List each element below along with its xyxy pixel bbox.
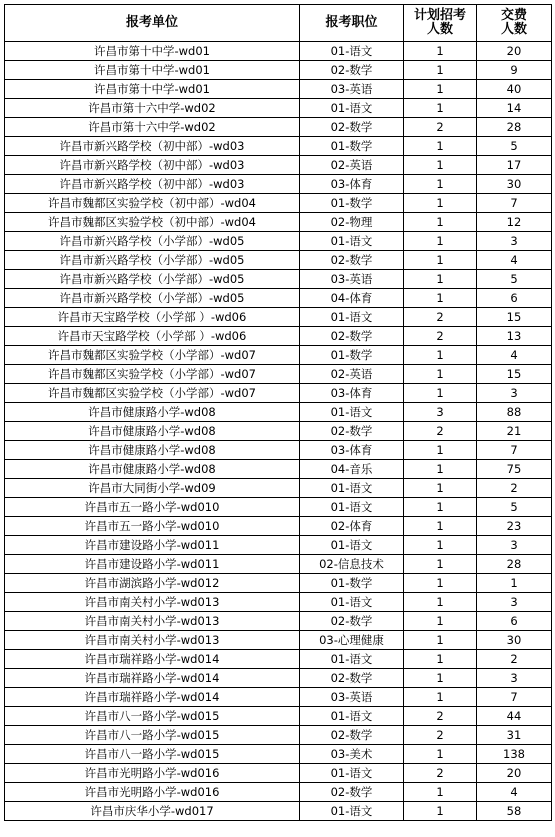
table-row xyxy=(5,498,552,517)
table-row xyxy=(5,612,552,631)
cell-paid-count: 15 xyxy=(477,365,552,384)
table-row xyxy=(5,669,552,688)
cell-paid-count: 75 xyxy=(477,460,552,479)
cell-paid-count: 12 xyxy=(477,213,552,232)
cell-plan-count: 1 xyxy=(404,270,477,289)
cell-paid-count: 3 xyxy=(477,593,552,612)
cell-position: 03-体育 xyxy=(300,384,404,403)
cell-paid-count: 31 xyxy=(477,726,552,745)
cell-unit: 许昌市魏都区实验学校（小学部）-wd07 xyxy=(5,365,300,384)
cell-unit: 许昌市瑞祥路小学-wd014 xyxy=(5,688,300,707)
cell-plan-count: 2 xyxy=(404,726,477,745)
cell-plan-count: 1 xyxy=(404,612,477,631)
table-row xyxy=(5,536,552,555)
cell-plan-count: 1 xyxy=(404,441,477,460)
cell-plan-count: 1 xyxy=(404,555,477,574)
cell-paid-count: 28 xyxy=(477,555,552,574)
cell-unit: 许昌市庆华小学-wd017 xyxy=(5,802,300,821)
cell-paid-count: 13 xyxy=(477,327,552,346)
header-paid-count xyxy=(477,5,552,42)
cell-unit: 许昌市健康路小学-wd08 xyxy=(5,441,300,460)
cell-plan-count: 2 xyxy=(404,118,477,137)
cell-position: 01-语文 xyxy=(300,536,404,555)
cell-paid-count: 1 xyxy=(477,574,552,593)
cell-position: 02-数学 xyxy=(300,726,404,745)
cell-position: 02-英语 xyxy=(300,365,404,384)
header-plan-line1: 计划招考 xyxy=(413,8,466,23)
cell-position: 01-数学 xyxy=(300,574,404,593)
header-unit: 报考单位 xyxy=(5,5,300,42)
cell-plan-count: 1 xyxy=(404,536,477,555)
table-row xyxy=(5,479,552,498)
cell-position: 01-语文 xyxy=(300,593,404,612)
table-row xyxy=(5,327,552,346)
cell-plan-count: 1 xyxy=(404,289,477,308)
table-row xyxy=(5,403,552,422)
cell-position: 01-数学 xyxy=(300,194,404,213)
cell-unit: 许昌市八一路小学-wd015 xyxy=(5,707,300,726)
cell-paid-count: 4 xyxy=(477,783,552,802)
table-row xyxy=(5,574,552,593)
table-row xyxy=(5,745,552,764)
cell-plan-count: 1 xyxy=(404,232,477,251)
cell-plan-count: 1 xyxy=(404,156,477,175)
cell-position: 02-物理 xyxy=(300,213,404,232)
cell-plan-count: 1 xyxy=(404,460,477,479)
cell-position: 03-英语 xyxy=(300,688,404,707)
cell-unit: 许昌市魏都区实验学校（小学部）-wd07 xyxy=(5,346,300,365)
cell-unit: 许昌市天宝路学校（小学部 ）-wd06 xyxy=(5,308,300,327)
cell-unit: 许昌市魏都区实验学校（初中部）-wd04 xyxy=(5,194,300,213)
cell-plan-count: 1 xyxy=(404,802,477,821)
cell-plan-count: 2 xyxy=(404,764,477,783)
cell-paid-count: 23 xyxy=(477,517,552,536)
cell-paid-count: 21 xyxy=(477,422,552,441)
table-row xyxy=(5,555,552,574)
header-position: 报考职位 xyxy=(300,5,404,42)
cell-paid-count: 5 xyxy=(477,498,552,517)
cell-position: 01-语文 xyxy=(300,707,404,726)
table-row xyxy=(5,707,552,726)
table-row xyxy=(5,802,552,821)
cell-unit: 许昌市魏都区实验学校（小学部）-wd07 xyxy=(5,384,300,403)
cell-paid-count: 14 xyxy=(477,99,552,118)
cell-paid-count: 7 xyxy=(477,194,552,213)
cell-paid-count: 40 xyxy=(477,80,552,99)
table-row xyxy=(5,764,552,783)
cell-unit: 许昌市新兴路学校（小学部）-wd05 xyxy=(5,232,300,251)
cell-position: 02-数学 xyxy=(300,612,404,631)
cell-paid-count: 2 xyxy=(477,479,552,498)
cell-unit: 许昌市瑞祥路小学-wd014 xyxy=(5,669,300,688)
cell-unit: 许昌市第十六中学-wd02 xyxy=(5,118,300,137)
cell-unit: 许昌市建设路小学-wd011 xyxy=(5,536,300,555)
cell-paid-count: 28 xyxy=(477,118,552,137)
cell-plan-count: 1 xyxy=(404,688,477,707)
cell-paid-count: 3 xyxy=(477,384,552,403)
cell-plan-count: 1 xyxy=(404,745,477,764)
cell-position: 01-数学 xyxy=(300,346,404,365)
cell-paid-count: 5 xyxy=(477,270,552,289)
cell-unit: 许昌市光明路小学-wd016 xyxy=(5,783,300,802)
cell-position: 01-语文 xyxy=(300,42,404,61)
cell-unit: 许昌市大同街小学-wd09 xyxy=(5,479,300,498)
table-row xyxy=(5,175,552,194)
cell-unit: 许昌市第十中学-wd01 xyxy=(5,42,300,61)
cell-unit: 许昌市南关村小学-wd013 xyxy=(5,593,300,612)
cell-paid-count: 88 xyxy=(477,403,552,422)
cell-plan-count: 1 xyxy=(404,251,477,270)
cell-unit: 许昌市南关村小学-wd013 xyxy=(5,631,300,650)
cell-paid-count: 30 xyxy=(477,175,552,194)
cell-paid-count: 3 xyxy=(477,669,552,688)
cell-plan-count: 1 xyxy=(404,42,477,61)
cell-paid-count: 6 xyxy=(477,289,552,308)
cell-plan-count: 2 xyxy=(404,327,477,346)
table-row xyxy=(5,460,552,479)
cell-paid-count: 4 xyxy=(477,346,552,365)
cell-unit: 许昌市新兴路学校（初中部）-wd03 xyxy=(5,156,300,175)
cell-unit: 许昌市天宝路学校（小学部 ）-wd06 xyxy=(5,327,300,346)
cell-position: 03-体育 xyxy=(300,175,404,194)
cell-paid-count: 15 xyxy=(477,308,552,327)
cell-paid-count: 4 xyxy=(477,251,552,270)
cell-unit: 许昌市八一路小学-wd015 xyxy=(5,726,300,745)
table-row xyxy=(5,308,552,327)
cell-position: 01-语文 xyxy=(300,650,404,669)
cell-position: 02-数学 xyxy=(300,61,404,80)
cell-unit: 许昌市第十中学-wd01 xyxy=(5,61,300,80)
cell-unit: 许昌市新兴路学校（初中部）-wd03 xyxy=(5,137,300,156)
table-row xyxy=(5,631,552,650)
table-row xyxy=(5,441,552,460)
cell-position: 01-语文 xyxy=(300,232,404,251)
cell-unit: 许昌市新兴路学校（小学部）-wd05 xyxy=(5,289,300,308)
cell-position: 01-数学 xyxy=(300,137,404,156)
cell-position: 01-语文 xyxy=(300,498,404,517)
cell-paid-count: 6 xyxy=(477,612,552,631)
cell-plan-count: 1 xyxy=(404,137,477,156)
cell-unit: 许昌市健康路小学-wd08 xyxy=(5,422,300,441)
cell-plan-count: 2 xyxy=(404,422,477,441)
cell-unit: 许昌市光明路小学-wd016 xyxy=(5,764,300,783)
table-row xyxy=(5,80,552,99)
cell-position: 01-语文 xyxy=(300,764,404,783)
cell-unit: 许昌市新兴路学校（小学部）-wd05 xyxy=(5,270,300,289)
cell-position: 02-数学 xyxy=(300,422,404,441)
cell-paid-count: 7 xyxy=(477,688,552,707)
table-row xyxy=(5,365,552,384)
cell-position: 01-语文 xyxy=(300,802,404,821)
table-row xyxy=(5,517,552,536)
cell-paid-count: 20 xyxy=(477,42,552,61)
cell-position: 02-英语 xyxy=(300,156,404,175)
cell-position: 03-美术 xyxy=(300,745,404,764)
cell-position: 02-数学 xyxy=(300,327,404,346)
cell-paid-count: 20 xyxy=(477,764,552,783)
cell-position: 02-数学 xyxy=(300,251,404,270)
cell-position: 01-语文 xyxy=(300,479,404,498)
cell-position: 03-英语 xyxy=(300,80,404,99)
cell-position: 01-语文 xyxy=(300,99,404,118)
cell-position: 02-信息技术 xyxy=(300,555,404,574)
cell-plan-count: 1 xyxy=(404,384,477,403)
cell-plan-count: 1 xyxy=(404,574,477,593)
cell-paid-count: 30 xyxy=(477,631,552,650)
cell-position: 02-数学 xyxy=(300,669,404,688)
table-row xyxy=(5,270,552,289)
cell-paid-count: 44 xyxy=(477,707,552,726)
cell-position: 02-数学 xyxy=(300,118,404,137)
cell-plan-count: 1 xyxy=(404,479,477,498)
registration-table xyxy=(4,4,552,821)
cell-plan-count: 1 xyxy=(404,498,477,517)
table-row xyxy=(5,99,552,118)
cell-plan-count: 1 xyxy=(404,194,477,213)
table-row xyxy=(5,137,552,156)
table-row xyxy=(5,384,552,403)
cell-unit: 许昌市八一路小学-wd015 xyxy=(5,745,300,764)
table-row xyxy=(5,42,552,61)
header-paid-line1: 交费 xyxy=(500,8,527,23)
cell-position: 01-语文 xyxy=(300,403,404,422)
cell-plan-count: 1 xyxy=(404,517,477,536)
cell-paid-count: 2 xyxy=(477,650,552,669)
cell-paid-count: 58 xyxy=(477,802,552,821)
cell-unit: 许昌市第十中学-wd01 xyxy=(5,80,300,99)
table-row xyxy=(5,650,552,669)
cell-unit: 许昌市湖滨路小学-wd012 xyxy=(5,574,300,593)
cell-plan-count: 2 xyxy=(404,707,477,726)
cell-position: 03-英语 xyxy=(300,270,404,289)
cell-paid-count: 7 xyxy=(477,441,552,460)
cell-position: 02-数学 xyxy=(300,783,404,802)
table-row xyxy=(5,118,552,137)
cell-paid-count: 3 xyxy=(477,232,552,251)
table-row xyxy=(5,194,552,213)
cell-position: 03-心理健康 xyxy=(300,631,404,650)
cell-paid-count: 138 xyxy=(477,745,552,764)
cell-unit: 许昌市建设路小学-wd011 xyxy=(5,555,300,574)
cell-paid-count: 17 xyxy=(477,156,552,175)
cell-position: 04-音乐 xyxy=(300,460,404,479)
table-row xyxy=(5,61,552,80)
cell-position: 02-体育 xyxy=(300,517,404,536)
cell-unit: 许昌市第十六中学-wd02 xyxy=(5,99,300,118)
table-row xyxy=(5,232,552,251)
cell-unit: 许昌市新兴路学校（初中部）-wd03 xyxy=(5,175,300,194)
header-row xyxy=(5,5,552,42)
cell-plan-count: 1 xyxy=(404,365,477,384)
header-plan-count xyxy=(404,5,477,42)
cell-plan-count: 2 xyxy=(404,308,477,327)
table-row xyxy=(5,289,552,308)
header-paid-line2: 人数 xyxy=(500,22,527,37)
cell-unit: 许昌市健康路小学-wd08 xyxy=(5,403,300,422)
cell-unit: 许昌市五一路小学-wd010 xyxy=(5,517,300,536)
cell-plan-count: 1 xyxy=(404,213,477,232)
cell-plan-count: 1 xyxy=(404,593,477,612)
cell-plan-count: 1 xyxy=(404,346,477,365)
cell-position: 03-体育 xyxy=(300,441,404,460)
table-row xyxy=(5,251,552,270)
header-plan-line2: 人数 xyxy=(426,22,453,37)
table-row xyxy=(5,688,552,707)
table-row xyxy=(5,156,552,175)
cell-plan-count: 1 xyxy=(404,631,477,650)
cell-position: 01-语文 xyxy=(300,308,404,327)
table-row xyxy=(5,593,552,612)
cell-unit: 许昌市新兴路学校（小学部）-wd05 xyxy=(5,251,300,270)
cell-paid-count: 5 xyxy=(477,137,552,156)
cell-plan-count: 1 xyxy=(404,175,477,194)
cell-plan-count: 1 xyxy=(404,669,477,688)
cell-unit: 许昌市南关村小学-wd013 xyxy=(5,612,300,631)
table-row xyxy=(5,783,552,802)
cell-plan-count: 1 xyxy=(404,80,477,99)
table-row xyxy=(5,213,552,232)
cell-unit: 许昌市健康路小学-wd08 xyxy=(5,460,300,479)
cell-paid-count: 3 xyxy=(477,536,552,555)
cell-unit: 许昌市魏都区实验学校（初中部）-wd04 xyxy=(5,213,300,232)
cell-plan-count: 3 xyxy=(404,403,477,422)
cell-position: 04-体育 xyxy=(300,289,404,308)
table-row xyxy=(5,726,552,745)
table-row xyxy=(5,346,552,365)
table-row xyxy=(5,422,552,441)
cell-plan-count: 1 xyxy=(404,650,477,669)
cell-unit: 许昌市瑞祥路小学-wd014 xyxy=(5,650,300,669)
cell-plan-count: 1 xyxy=(404,783,477,802)
cell-plan-count: 1 xyxy=(404,61,477,80)
cell-paid-count: 9 xyxy=(477,61,552,80)
cell-plan-count: 1 xyxy=(404,99,477,118)
cell-unit: 许昌市五一路小学-wd010 xyxy=(5,498,300,517)
table-body xyxy=(5,42,552,821)
